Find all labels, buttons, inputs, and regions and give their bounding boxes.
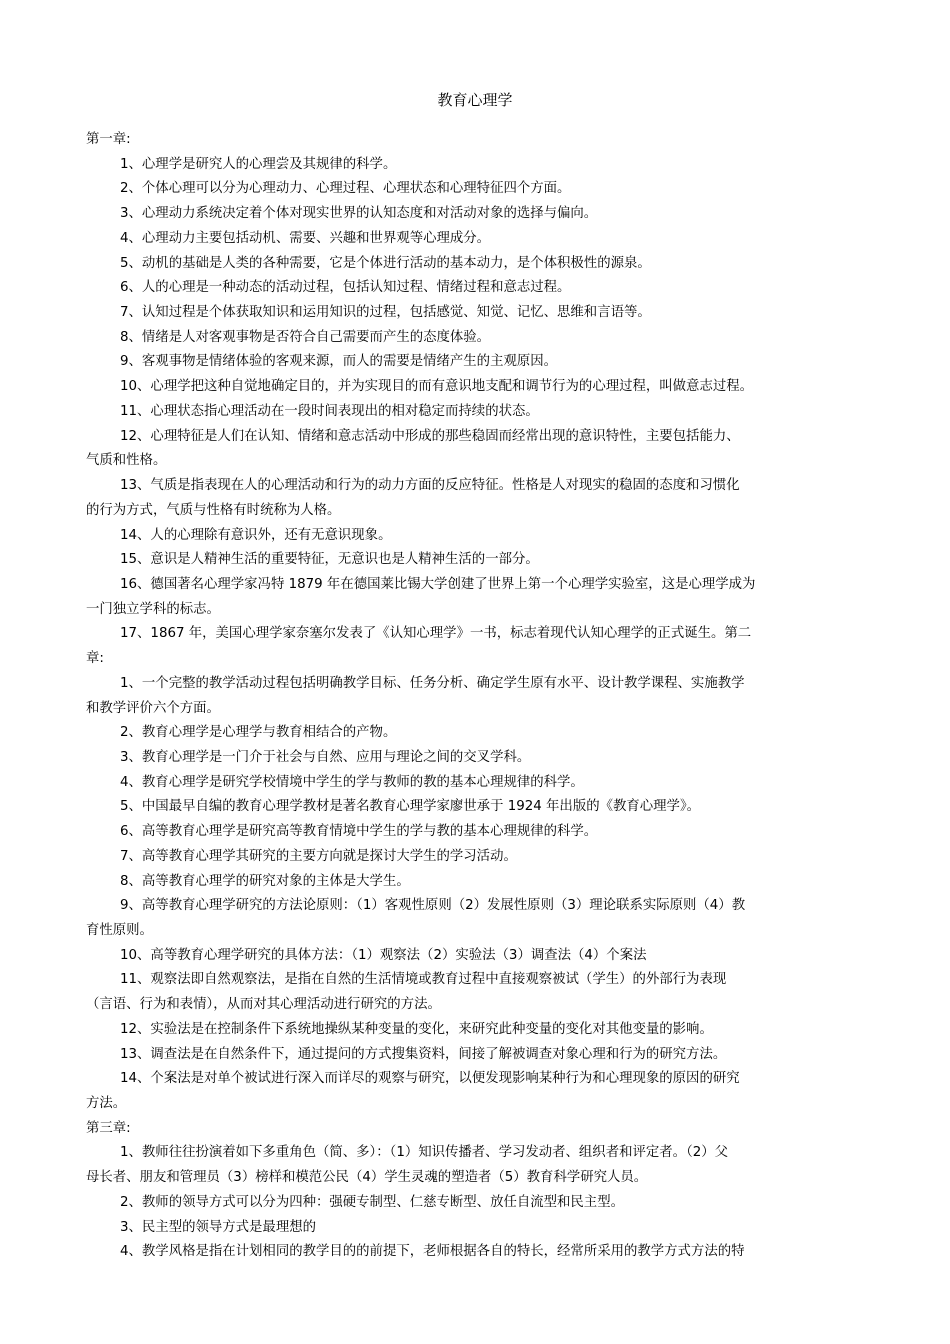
text-line: 6、人的心理是一种动态的活动过程，包括认知过程、情绪过程和意志过程。 bbox=[120, 280, 571, 296]
text-line: 第三章: bbox=[86, 1120, 131, 1136]
text-line: 母长者、朋友和管理员（3）榜样和模范公民（4）学生灵魂的塑造者（5）教育科学研究人员。 bbox=[86, 1170, 648, 1186]
text-line: 17、1867 年，美国心理学家奈塞尔发表了《认知心理学》一书，标志着现代认知心理学的正式诞生。第二 bbox=[120, 626, 752, 642]
text-line: 育性原则。 bbox=[86, 923, 153, 938]
text-line: 和教学评价六个方面。 bbox=[86, 700, 220, 716]
page-title: 教育心理学 bbox=[437, 91, 513, 109]
text-line: 第一章: bbox=[86, 132, 131, 147]
text-line: 10、心理学把这种自觉地确定目的，并为实现目的而有意识地支配和调节行为的心理过程，叫做意志过程。 bbox=[120, 379, 754, 395]
text-line: 15、意识是人精神生活的重要特征，无意识也是人精神生活的一部分。 bbox=[120, 552, 539, 568]
text-line: 气质和性格。 bbox=[86, 453, 167, 469]
text-line: 3、民主型的领导方式是最理想的 bbox=[120, 1219, 316, 1235]
document-body bbox=[86, 128, 869, 1265]
text-line: 14、个案法是对单个被试进行深入而详尽的观察与研究，以便发现影响某种行为和心理现象的原因的研究 bbox=[120, 1071, 740, 1087]
text-line: 8、情绪是人对客观事物是否符合自己需要而产生的态度体验。 bbox=[120, 329, 491, 345]
text-line: 14、人的心理除有意识外，还有无意识现象。 bbox=[120, 527, 392, 543]
text-line: 4、心理动力主要包括动机、需要、兴趣和世界观等心理成分。 bbox=[120, 230, 491, 246]
text-line: 2、个体心理可以分为心理动力、心理过程、心理状态和心理特征四个方面。 bbox=[120, 181, 571, 197]
text-line: 6、高等教育心理学是研究高等教育情境中学生的学与教的基本心理规律的科学。 bbox=[120, 824, 598, 840]
text-line: 3、心理动力系统决定着个体对现实世界的认知态度和对活动对象的选择与偏向。 bbox=[120, 206, 598, 222]
text-line: 4、教学风格是指在计划相同的教学目的的前提下，老师根据各自的特长，经常所采用的教学方式方法的特 bbox=[120, 1244, 745, 1260]
text-line: 12、实验法是在控制条件下系统地操纵某种变量的变化，来研究此种变量的变化对其他变量的影响。 bbox=[120, 1021, 713, 1037]
text-line: 5、中国最早自编的教育心理学教材是著名教育心理学家廖世承于 1924 年出版的《教育心理学》。 bbox=[120, 799, 701, 815]
text-line: 9、高等教育心理学研究的方法论原则：（1）客观性原则（2）发展性原则（3）理论联系实际原则（4）教 bbox=[120, 898, 746, 914]
text-line: 13、气质是指表现在人的心理活动和行为的动力方面的反应特征。性格是人对现实的稳固的态度和习惯化 bbox=[120, 478, 740, 494]
text-line: 16、德国著名心理学家冯特 1879 年在德国莱比锡大学创建了世界上第一个心理学实验室，这是心理学成为 bbox=[120, 576, 756, 592]
text-line: 方法。 bbox=[86, 1096, 127, 1112]
text-line: 的行为方式，气质与性格有时统称为人格。 bbox=[86, 502, 341, 518]
text-line: 7、认知过程是个体获取知识和运用知识的过程，包括感觉、知觉、记忆、思维和言语等。 bbox=[120, 305, 651, 321]
text-line: 1、教师往往扮演着如下多重角色（简、多）：（1）知识传播者、学习发动者、组织者和评定者。（2）父 bbox=[120, 1145, 729, 1161]
text-line: 8、高等教育心理学的研究对象的主体是大学生。 bbox=[120, 873, 410, 889]
text-line: 11、观察法即自然观察法，是指在自然的生活情境或教育过程中直接观察被试（学生）的外部行为表现 bbox=[120, 972, 727, 988]
text-line: 章: bbox=[86, 651, 104, 667]
text-line: （言语、行为和表情），从而对其心理活动进行研究的方法。 bbox=[86, 997, 441, 1013]
text-line: 9、客观事物是情绪体验的客观来源，而人的需要是情绪产生的主观原因。 bbox=[120, 354, 558, 370]
text-line: 12、心理特征是人们在认知、情绪和意志活动中形成的那些稳固而经常出现的意识特性，主要包括能力、 bbox=[120, 428, 740, 444]
text-line: 1、心理学是研究人的心理尝及其规律的科学。 bbox=[120, 156, 397, 172]
text-line: 2、教育心理学是心理学与教育相结合的产物。 bbox=[120, 725, 397, 741]
text-line: 1、一个完整的教学活动过程包括明确教学目标、任务分析、确定学生原有水平、设计教学课程、实施教学 bbox=[120, 675, 745, 691]
text-line: 3、教育心理学是一门介于社会与自然、应用与理论之间的交叉学科。 bbox=[120, 749, 531, 765]
text-line: 11、心理状态指心理活动在一段时间表现出的相对稳定而持续的状态。 bbox=[120, 403, 539, 419]
text-line: 一门独立学科的标志。 bbox=[86, 601, 220, 617]
text-line: 7、高等教育心理学其研究的主要方向就是探讨大学生的学习活动。 bbox=[120, 848, 517, 864]
text-line: 13、调查法是在自然条件下，通过提问的方式搜集资料，间接了解被调查对象心理和行为的研究方法。 bbox=[120, 1046, 727, 1062]
text-line: 10、高等教育心理学研究的具体方法：（1）观察法（2）实验法（3）调查法（4）个案法 bbox=[120, 947, 647, 963]
text-line: 4、教育心理学是研究学校情境中学生的学与教师的教的基本心理规律的科学。 bbox=[120, 774, 584, 790]
text-line: 2、教师的领导方式可以分为四种：强硬专制型、仁慈专断型、放任自流型和民主型。 bbox=[120, 1194, 624, 1210]
text-line: 5、动机的基础是人类的各种需要，它是个体进行活动的基本动力，是个体积极性的源泉。 bbox=[120, 255, 651, 271]
